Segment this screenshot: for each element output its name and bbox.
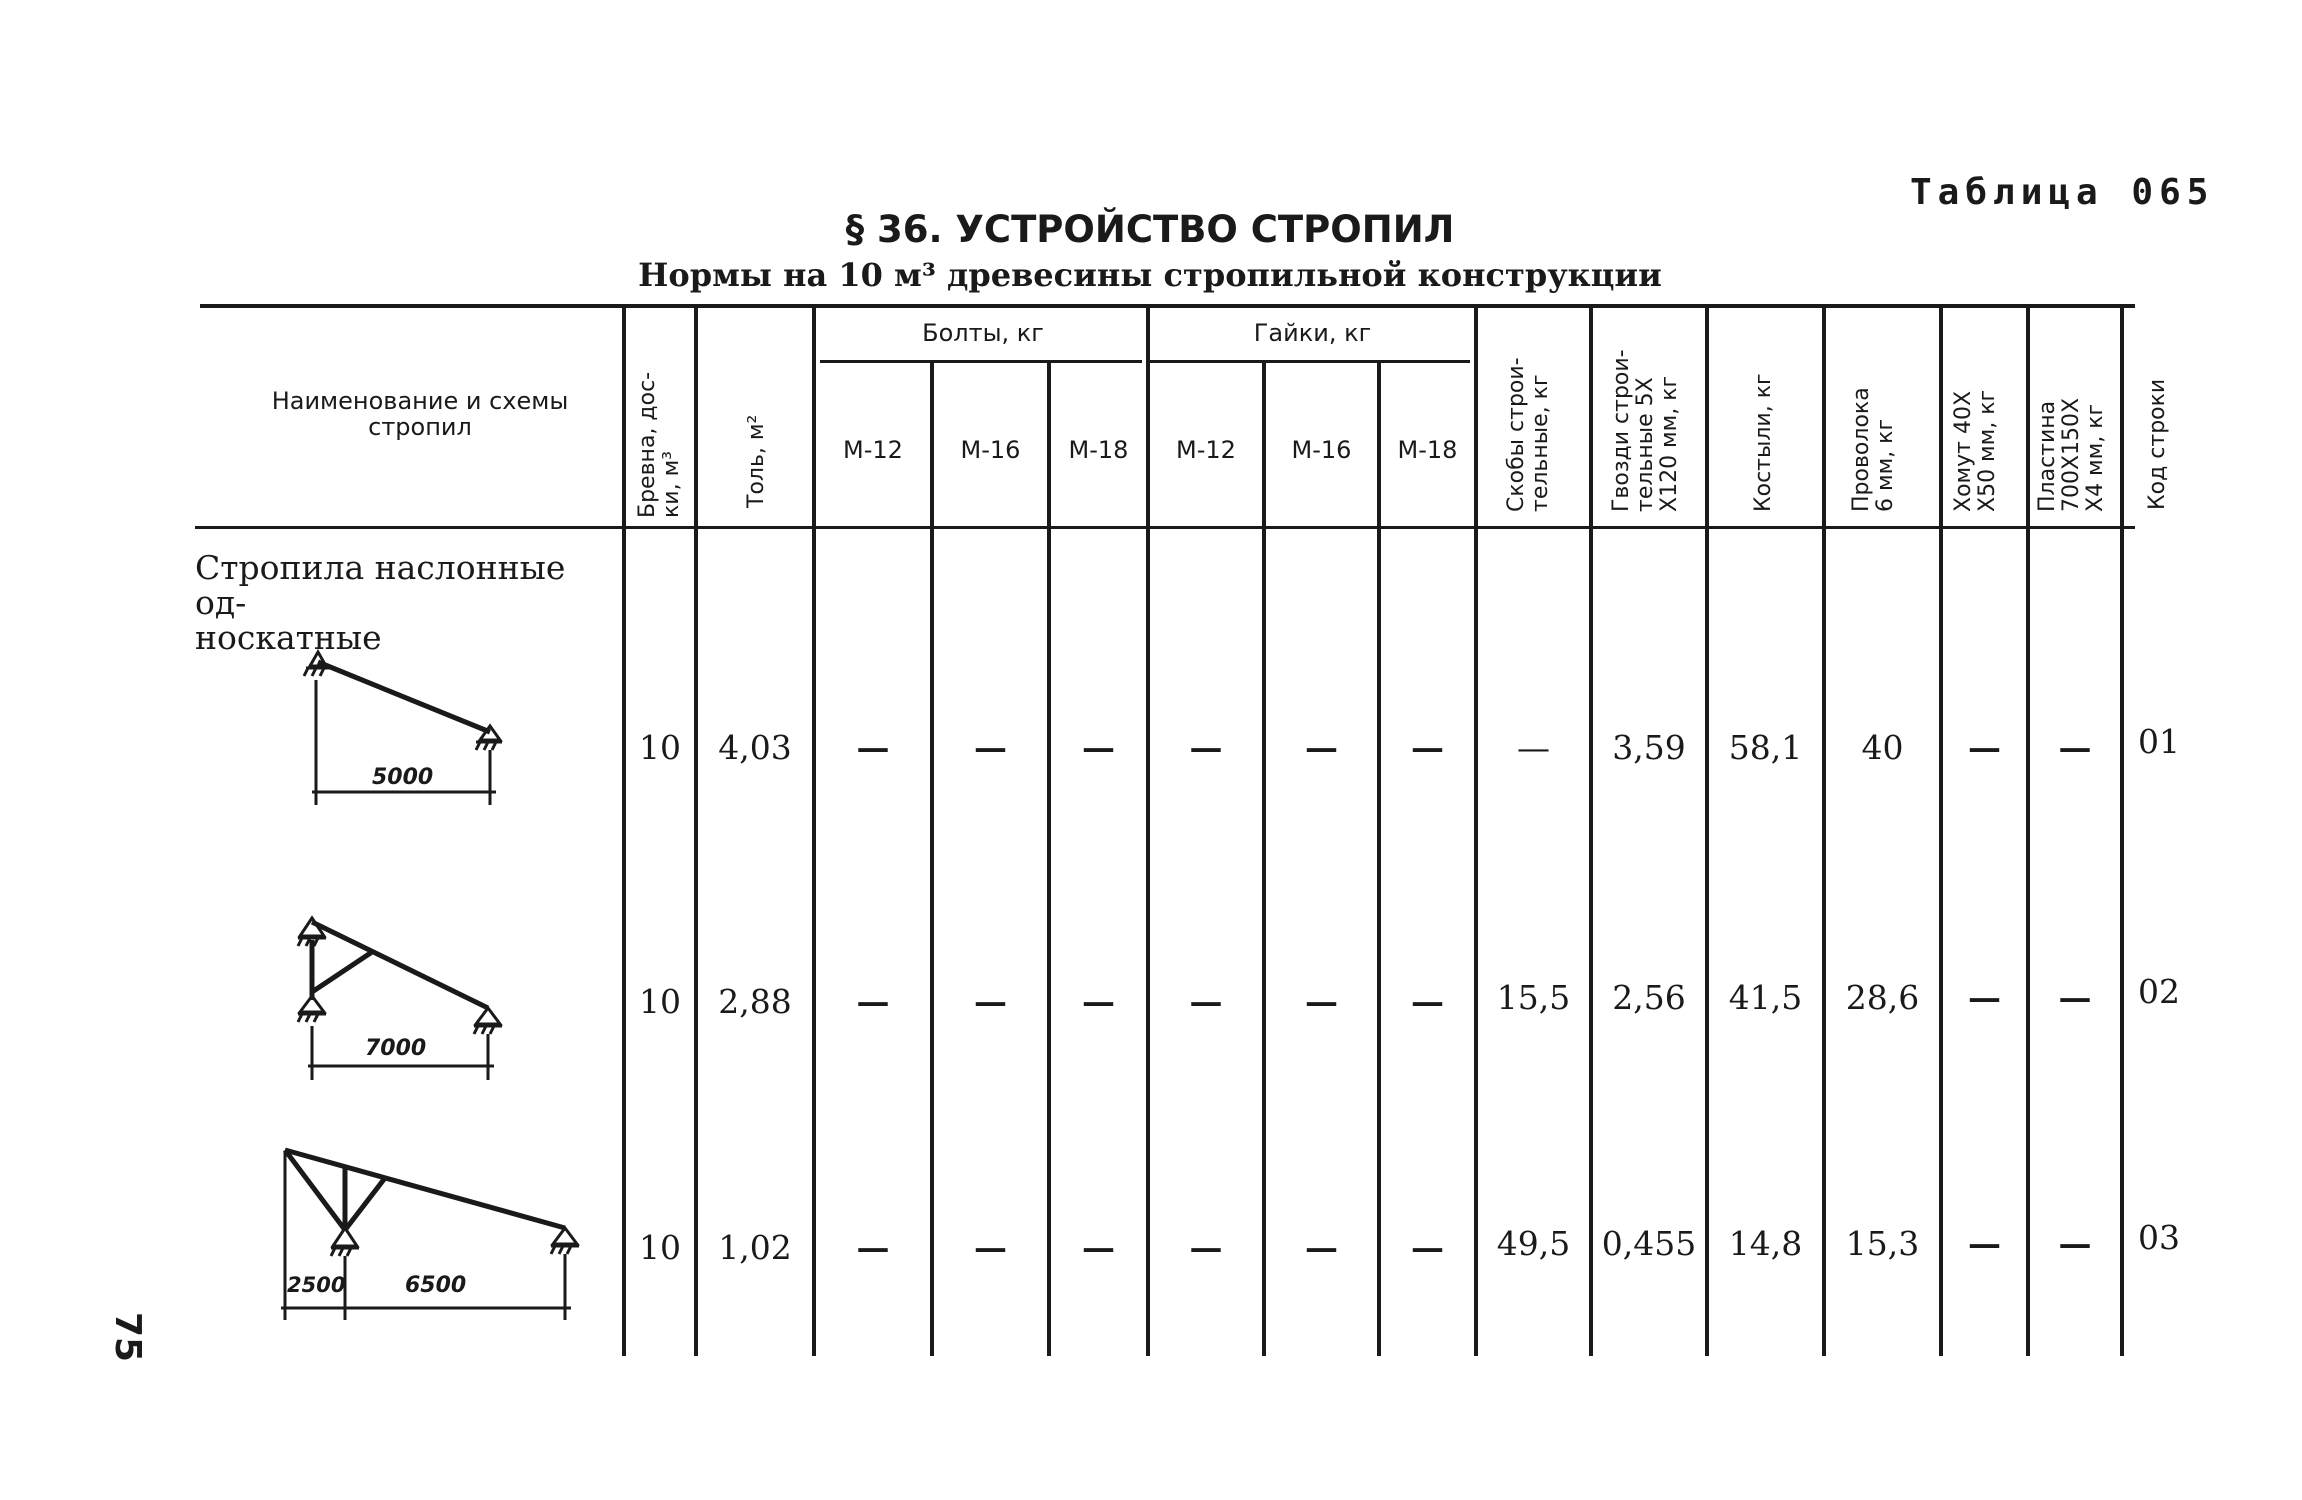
cell-logs: 10 <box>639 728 681 767</box>
col-sep <box>1047 362 1051 1356</box>
scheme-3-dim-left: 2500 <box>287 1273 346 1297</box>
header-bolts: Болты, кг <box>922 319 1044 347</box>
col-sep <box>1589 306 1593 1356</box>
header-plastina: Пластина 700Х150Х Х4 мм, кг <box>2035 397 2108 512</box>
cell-khomut: — <box>1968 1224 2001 1263</box>
cell-nut-m18: — <box>1411 1228 1444 1267</box>
header-khomut: Хомут 40Х Х50 мм, кг <box>1951 389 2000 512</box>
cell-nut-m12: — <box>1189 728 1223 767</box>
header-kod: Код строки <box>2145 378 2170 510</box>
cell-provoloka: 40 <box>1861 728 1904 767</box>
cell-tol: 2,88 <box>718 982 792 1021</box>
cell-bolt-m18: — <box>1082 728 1115 767</box>
col-sep <box>1474 306 1478 1356</box>
cell-nut-m12: — <box>1189 982 1223 1021</box>
cell-provoloka: 15,3 <box>1845 1224 1920 1263</box>
header-provoloka: Проволока 6 мм, кг <box>1849 387 1898 512</box>
header-skoby: Скобы строи- тельные, кг <box>1504 357 1553 512</box>
header-bottom-rule <box>195 526 2135 529</box>
col-sep <box>622 306 626 1356</box>
cell-plastina: — <box>2058 978 2092 1017</box>
col-sep <box>2120 306 2124 1356</box>
header-bolt-m18: М-18 <box>1068 436 1129 464</box>
header-nut-m16: М-16 <box>1291 436 1352 464</box>
cell-skoby: 15,5 <box>1496 978 1571 1017</box>
cell-bolt-m12: — <box>856 982 890 1021</box>
cell-nut-m16: — <box>1305 982 1338 1021</box>
cell-kostyli: 58,1 <box>1728 728 1803 767</box>
cell-khomut: — <box>1968 978 2001 1017</box>
cell-bolt-m18: — <box>1082 982 1115 1021</box>
cell-bolt-m12: — <box>856 728 890 767</box>
bolts-subheader-rule <box>820 360 1142 363</box>
cell-kostyli: 41,5 <box>1728 978 1803 1017</box>
header-logs: Бревна, дос- ки, м³ <box>635 371 684 518</box>
cell-nut-m16: — <box>1305 728 1338 767</box>
cell-provoloka: 28,6 <box>1845 978 1920 1017</box>
cell-plastina: — <box>2058 1224 2092 1263</box>
cell-gvozdi: 0,455 <box>1601 1224 1697 1263</box>
cell-nut-m16: — <box>1305 1228 1338 1267</box>
col-sep <box>1705 306 1709 1356</box>
header-name: Наименование и схемы стропил <box>271 387 569 441</box>
cell-gvozdi: 2,56 <box>1612 978 1686 1017</box>
page-number: 75 <box>107 1312 148 1363</box>
cell-nut-m18: — <box>1411 982 1444 1021</box>
cell-kostyli: 14,8 <box>1728 1224 1803 1263</box>
header-nut-m18: М-18 <box>1397 436 1458 464</box>
table-top-rule <box>200 304 2135 308</box>
header-tol: Толь, м² <box>744 414 769 508</box>
col-sep <box>1146 306 1150 1356</box>
scheme-1-dim: 5000 <box>372 765 434 790</box>
col-sep <box>1822 306 1826 1356</box>
header-bolt-m12: М-12 <box>843 436 903 464</box>
col-sep <box>1377 362 1381 1356</box>
cell-skoby: 49,5 <box>1496 1224 1571 1263</box>
cell-gvozdi: 3,59 <box>1612 728 1686 767</box>
header-bolt-m16: М-16 <box>960 436 1021 464</box>
row-group-label: Стропила наслонные од- носкатные <box>195 548 566 657</box>
cell-skoby: — <box>1517 728 1550 767</box>
cell-bolt-m16: — <box>974 728 1007 767</box>
cell-tol: 4,03 <box>718 728 792 767</box>
rafter-scheme-3 <box>275 1140 585 1330</box>
cell-bolt-m18: — <box>1082 1228 1115 1267</box>
col-sep <box>1939 306 1943 1356</box>
header-gvozdi: Гвозди строи- тельные 5Х Х120 мм, кг <box>1609 349 1682 512</box>
table-label: Таблица 065 <box>1910 172 2215 213</box>
header-kostyli: Костыли, кг <box>1751 373 1776 512</box>
scheme-3-dim-right: 6500 <box>405 1273 467 1298</box>
col-sep <box>1262 362 1266 1356</box>
table-subtitle: Нормы на 10 м³ древесины стропильной конструкции <box>638 256 1662 294</box>
section-title: § 36. УСТРОЙСТВО СТРОПИЛ <box>845 208 1455 251</box>
cell-kod: 02 <box>2138 972 2180 1011</box>
cell-nut-m12: — <box>1189 1228 1223 1267</box>
cell-tol: 1,02 <box>718 1228 792 1267</box>
cell-bolt-m12: — <box>856 1228 890 1267</box>
nuts-subheader-rule <box>1150 360 1470 363</box>
cell-kod: 03 <box>2138 1218 2180 1257</box>
cell-logs: 10 <box>639 982 681 1021</box>
cell-bolt-m16: — <box>974 982 1007 1021</box>
col-sep <box>812 306 816 1356</box>
header-nut-m12: М-12 <box>1176 436 1236 464</box>
col-sep <box>930 362 934 1356</box>
cell-bolt-m16: — <box>974 1228 1007 1267</box>
col-sep <box>2026 306 2030 1356</box>
header-nuts: Гайки, кг <box>1253 319 1372 347</box>
cell-khomut: — <box>1968 728 2001 767</box>
rafter-scheme-2 <box>290 900 520 1090</box>
cell-logs: 10 <box>639 1228 681 1267</box>
cell-plastina: — <box>2058 728 2092 767</box>
cell-kod: 01 <box>2138 722 2180 761</box>
rafter-scheme-1 <box>290 640 520 820</box>
scheme-2-dim: 7000 <box>365 1036 427 1061</box>
cell-nut-m18: — <box>1411 728 1444 767</box>
col-sep <box>694 306 698 1356</box>
